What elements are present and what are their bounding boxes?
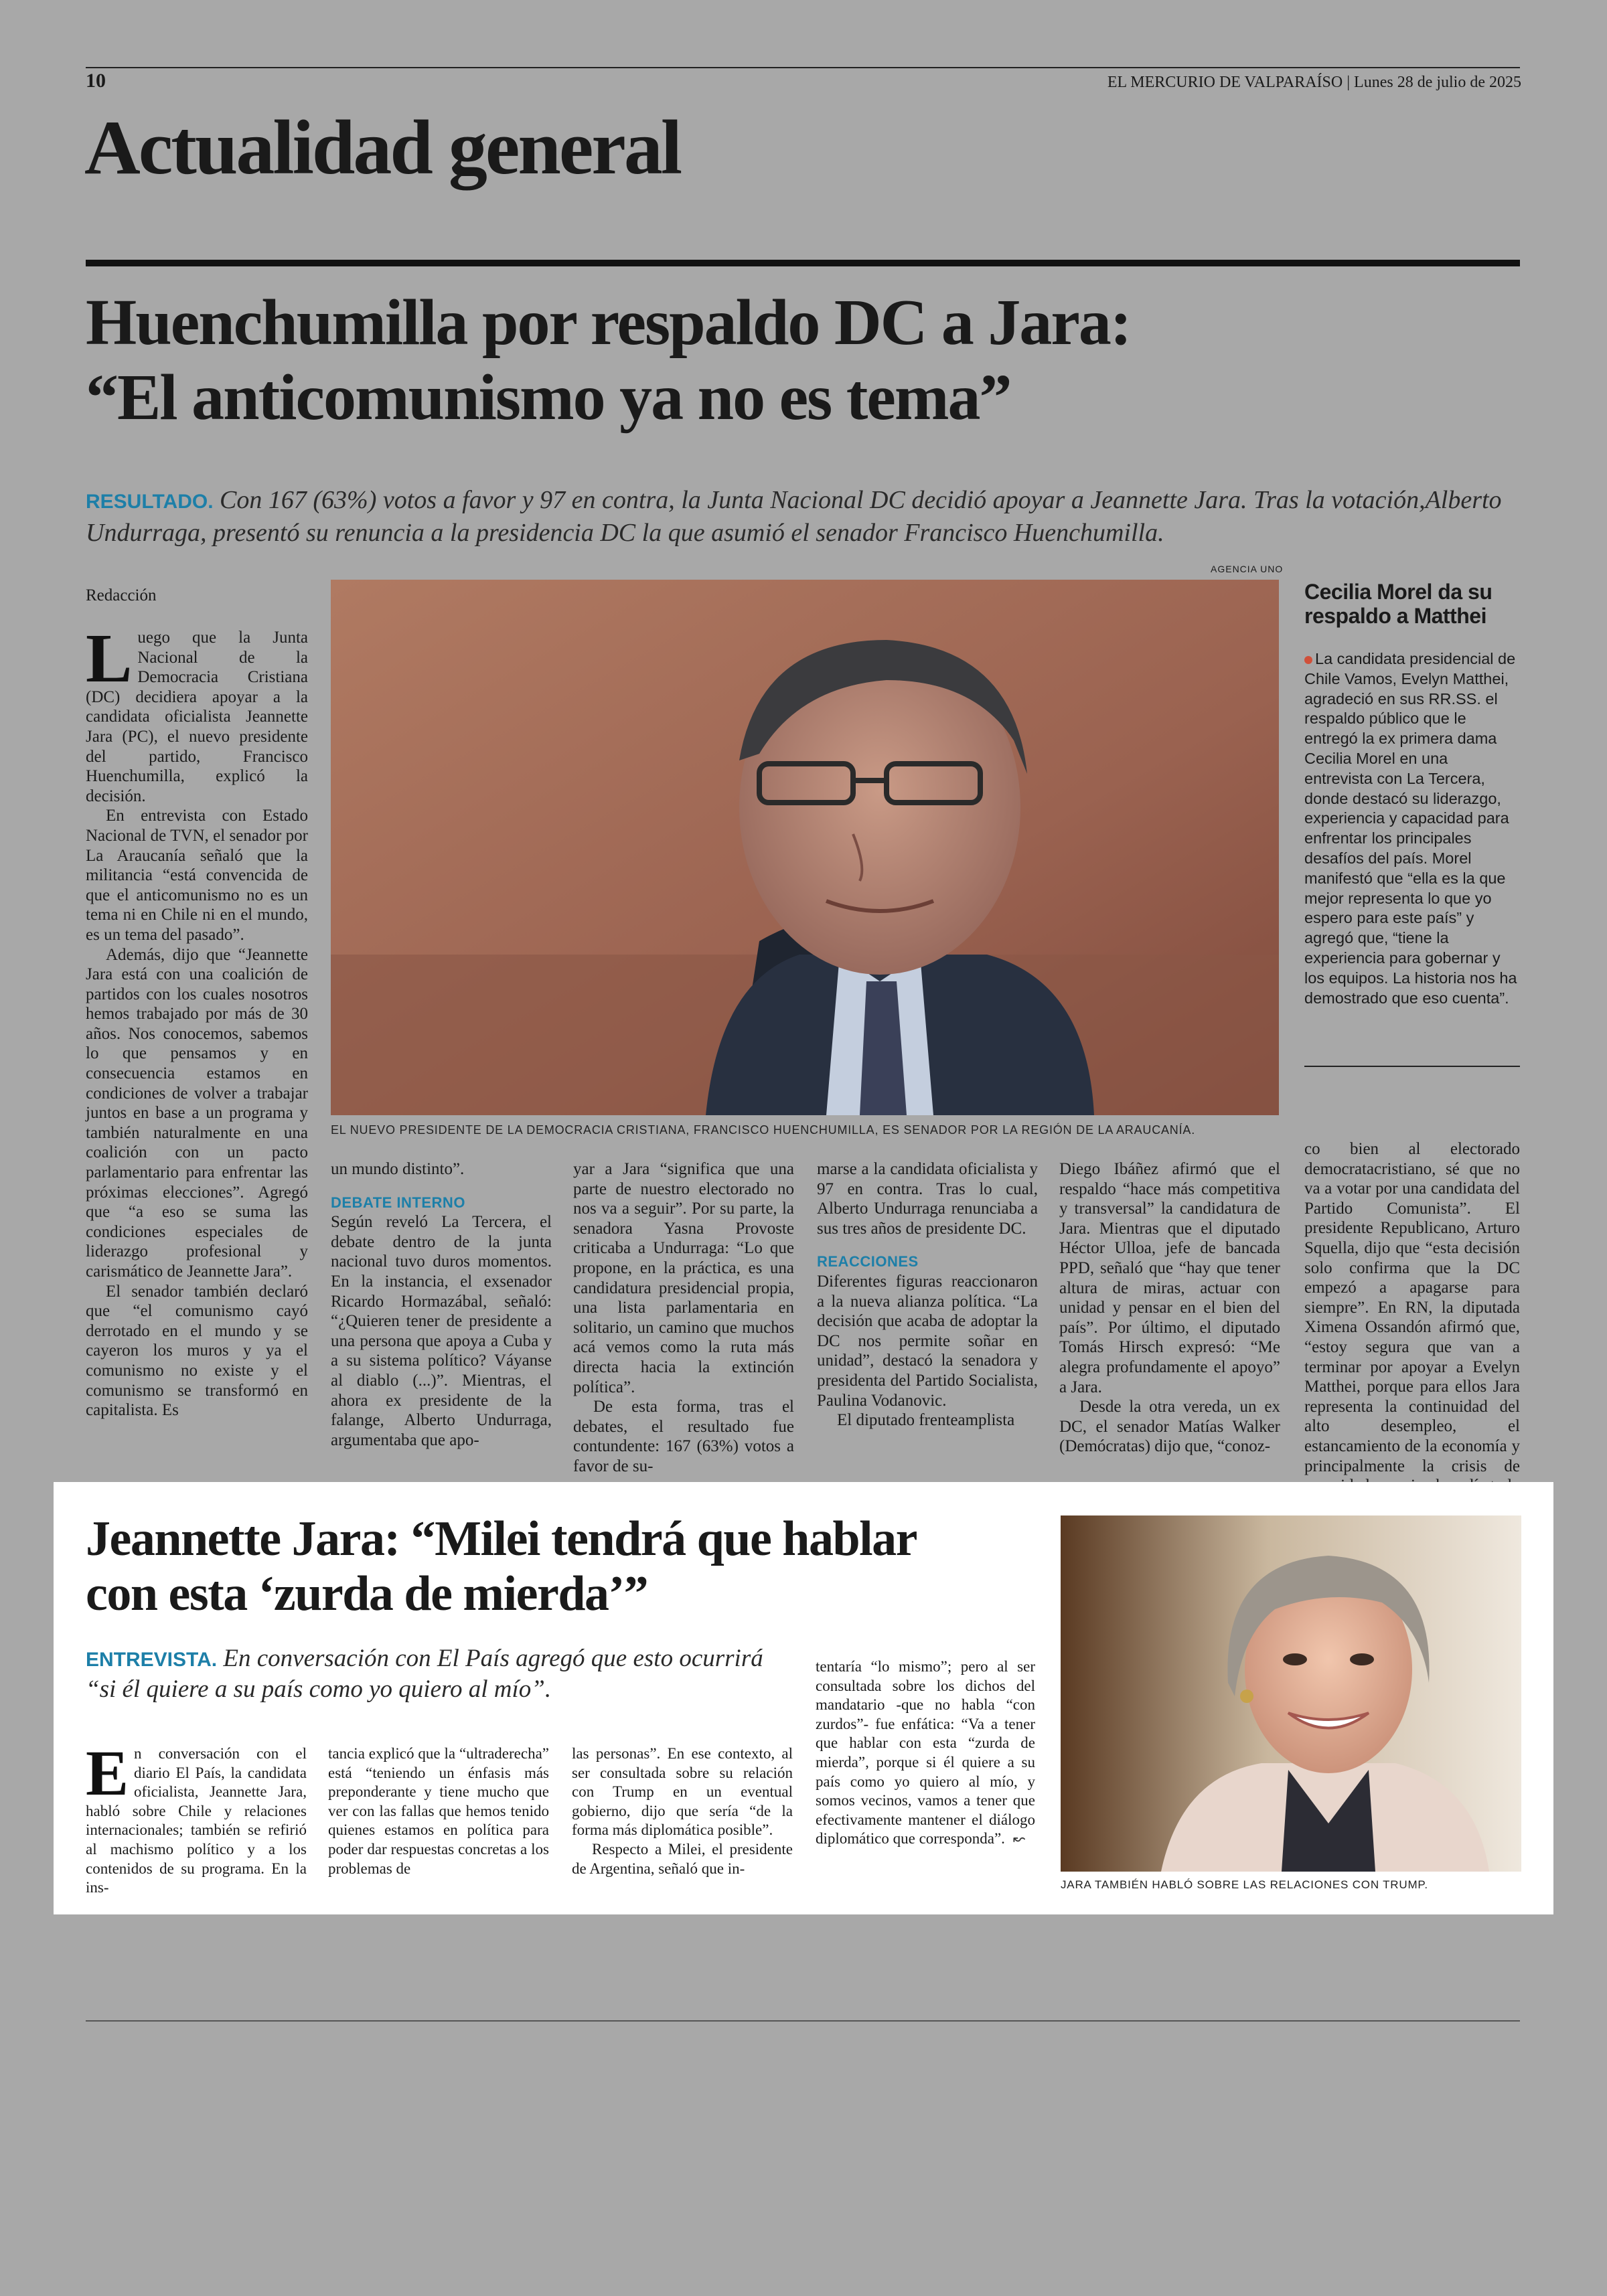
photo-credit: AGENCIA UNO: [1211, 564, 1284, 574]
article2-lead: [86, 1644, 769, 1704]
article1-photo-caption: EL NUEVO PRESIDENTE DE LA DEMOCRACIA CRISTIANA, FRANCISCO HUENCHUMILLA, ES SENADOR POR LA REGIÓN DE LA ARAUCANÍA.: [331, 1123, 1196, 1137]
sidebar-title: Cecilia Morel da su respaldo a Matthei: [1304, 580, 1493, 628]
jara-portrait-illustration: [1061, 1515, 1521, 1872]
reacciones-subhead: REACCIONES: [817, 1253, 919, 1270]
article1-col3: yar a Jara “significa que una parte de nuestro electorado no nos va a seguir”. Por su parte, la senadora Yasna Provoste criticaba a Undurraga: “Lo que propone, en la práctica, es una candidatura presidencial propia, una lista parlamentaria en solitario, un camino que muchos acá vemos como la ruta más directa hacia la extinción política”. De esta forma, tras el debates, el resultado fue contundente: 167 (63%) votos a favor de su-: [573, 1160, 794, 1475]
article2-headline-line2: con esta ‘zurda de mierda’”: [86, 1566, 648, 1621]
article1-lead-text: Con 167 (63%) votos a favor y 97 en contra, la Junta Nacional DC decidió apoyar a Jeannette Jara. Tras la votación,Alberto Undurraga, presentó su renuncia a la presidencia DC la que asumió el senador Francisco Huenchumilla.: [86, 486, 1502, 547]
article1-headline-line2: “El anticomunismo ya no es tema”: [86, 361, 1011, 434]
article2-headline: [86, 1511, 1090, 1621]
bottom-rule: [86, 2020, 1520, 2022]
top-rule: [86, 67, 1520, 68]
article2-col2: tancia explicó que la “ultraderecha” está “teniendo un énfasis más preponderante y tiene mucho que ver con las fallas que hemos tenido quienes estamos en política para poder dar respuestas concretas a los problemas de: [328, 1745, 549, 1877]
article2-lead-text: En conversación con El País agregó que esto ocurrirá “si él quiere a su país como yo quiero al mío”.: [86, 1645, 763, 1703]
article2-dropcap: E: [86, 1737, 129, 1809]
portrait-illustration: [331, 580, 1279, 1115]
article2-lead-label: ENTREVISTA.: [86, 1649, 218, 1671]
article1-col6: co bien al electorado democratacristiano, sé que no va a votar por una candidata del Partido Comunista”. El presidente Republicano, Arturo Squella, dijo que “esta decisión solo confirma que la DC empezó a apagarse para siempre”. En RN, la diputada Ximena Ossandón afirmó que, “estoy segura que van a terminar por apoyar a Evelyn Matthei, porque para ellos Jara representa la continuidad del alto desempleo, el estancamiento de la economía y principalmente la crisis de: [1304, 1139, 1520, 1515]
debate-interno-subhead: DEBATE INTERNO: [331, 1194, 465, 1211]
article1-lead: [86, 485, 1525, 548]
sidebar-bullet: [1304, 656, 1312, 664]
sidebar-rule: [1304, 1066, 1520, 1067]
article1-col2: un mundo distinto”. DEBATE INTERNO Según reveló La Tercera, el debate dentro de la junta nacional tuvo duros momentos. En la instancia, el exsenador Ricardo Hormazábal, señaló: “¿Quieren tener de presidente a una persona que apoya a Cuba y a su sistema político? Váyanse al diablo (...)”. Mientras, el ahora ex presidente de la falange, Alberto Undurraga, argumentaba que apo-: [331, 1160, 552, 1449]
article1-lead-label: RESULTADO.: [86, 491, 214, 513]
article1-col5: Diego Ibáñez afirmó que el respaldo “hace más competitiva y transversal” la candidatura de Jara. Mientras que el diputado Héctor Ulloa, jefe de bancada PPD, señaló que “hay que tener altura de miras, actuar con unidad y pensar en el bien del país”. Por último, el diputado Tomás Hirsch expresó: “Me alegra profundamente el apoyo” a Jara. Desde la otra vereda, un ex DC, el senador Matías Walker (Demócratas) dijo que, “conoz-: [1059, 1160, 1280, 1456]
article2-headline-line1: Jeannette Jara: “Milei tendrá que hablar: [86, 1511, 917, 1566]
article1-dropcap: L: [86, 620, 133, 697]
section-rule: [86, 260, 1520, 266]
page-number: 10: [86, 70, 106, 92]
huenchumilla-photo: [331, 580, 1279, 1115]
article1-headline-line1: Huenchumilla por respaldo DC a Jara:: [86, 286, 1131, 359]
article2-photo-caption: JARA TAMBIÉN HABLÓ SOBRE LAS RELACIONES CON TRUMP.: [1061, 1878, 1428, 1891]
sidebar-text: La candidata presidencial de Chile Vamos, Evelyn Matthei, agradeció en sus RR.SS. el respaldo público que le entregó la ex primera dama Cecilia Morel en una entrevista con La Tercera, donde destacó su liderazgo, experiencia y capacidad para enfrentar los principales desafíos del país. Morel manifestó que “ella es la que mejor representa lo que yo espero para este país” y agregó que, “tiene la experiencia para gobernar y los equipos. La historia nos ha demostrado que eso cuenta”.: [1304, 650, 1517, 1007]
article2-col4: tentaría “lo mismo”; pero al ser consultada sobre los dichos del mandatario -que no habla “con zurdos”- fue enfática: “Va a tener que hablar con esta “zurda de mierda”, porque si él quiere a su país como yo quiero al mío, y somos vecinos, vamos a tener que efectivamente mantener el diálogo diplomático que corresponda”. ↜: [816, 1657, 1035, 1849]
section-title: Actualidad general: [84, 105, 681, 191]
masthead: EL MERCURIO DE VALPARAÍSO | Lunes 28 de julio de 2025: [1107, 74, 1521, 91]
article2-col1: En conversación con el diario El País, la candidata oficialista, Jeannette Jara, habló sobre Chile y relaciones internacionales; también se refirió al machismo político y a los contenidos de su programa. En la ins-: [86, 1737, 307, 1896]
article1-headline: [86, 285, 1525, 435]
article1-col4: marse a la candidata oficialista y 97 en contra. Tras lo cual, Alberto Undurraga renunciaba a sus tres años de presidente DC. REACCIONES Diferentes figuras reaccionaron a la nueva alianza política. “La decisión que acaba de adoptar la DC nos permite soñar en unidad”, destacó la senadora y presidenta del Partido Socialista, Paulina Vodanovic. El diputado frenteamplista: [817, 1160, 1038, 1430]
article1-col1: Luego que la Junta Nacional de la Democracia Cristiana (DC) decidiera apoyar a la candidata oficialista Jeannette Jara (PC), el nuevo presidente del partido, Francisco Huenchumilla, explicó la decisión. En entrevista con Estado Nacional de TVN, el senador por La Araucanía señaló que la militancia “está convencida de que el anticomunismo no es un tema ni en Chile ni en el mundo, es un tema del pasado”. Además, dijo que “Jeannette Jara está con una coalición de partidos con los cuales nosotros hemos trabajado por más de 30 años. Nos conocemos, sabemos lo que pensamos y en consecuencia estamos en condiciones de volver a trabajar juntos en base a un programa y también naturalmente en una coalición con un pacto parlamentario para enfrentar las próximas elecciones”. Agregó que “a eso se suma las condiciones especiales de liderazgo profesional y carismático de Jeannette Jara”. El senador también declaró que “el comunismo cayó derrotado en el mundo y se cayeron los muros y ya el comunismo no existe y el comunismo se transformó en capitalista. Es: [86, 620, 308, 1420]
byline: Redacción: [86, 586, 157, 604]
article2-col3: las personas”. En ese contexto, al ser consultada sobre su relación con Trump en un eventual gobierno, dijo que sería “de la forma más diplomática posible”. Respecto a Milei, el presidente de Argentina, señaló que in-: [572, 1745, 793, 1877]
jara-photo: [1061, 1515, 1521, 1872]
end-mark-2: ↜: [1012, 1830, 1026, 1848]
